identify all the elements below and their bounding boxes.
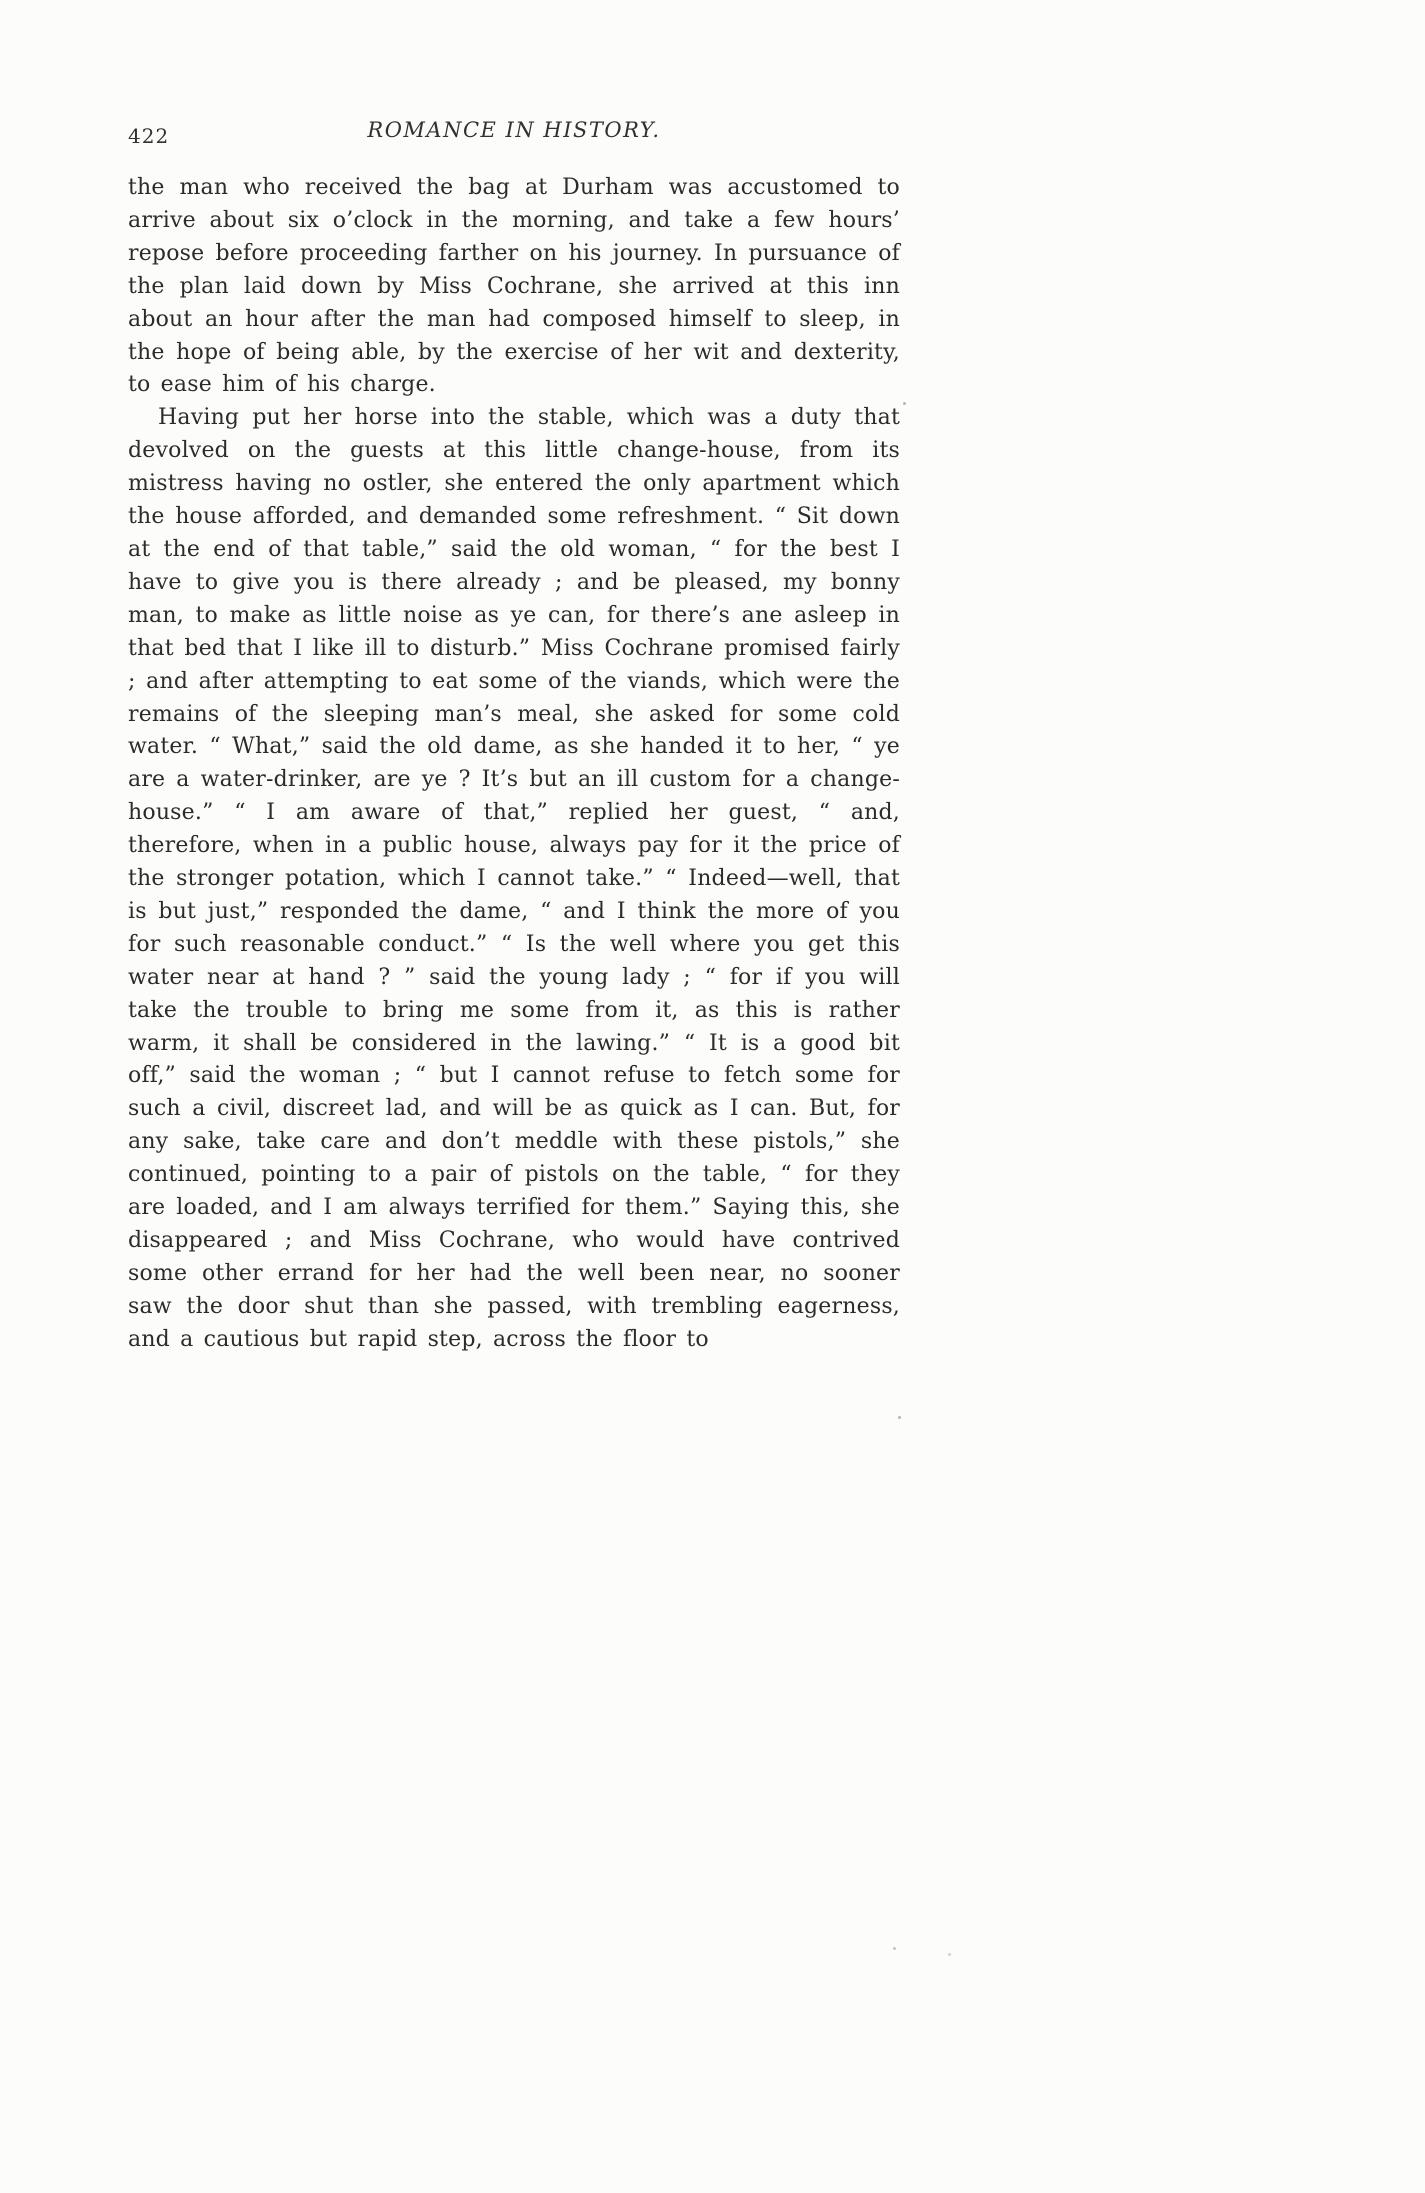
paragraph-continuation: the man who received the bag at Durham was accustomed to arrive about six o’clock in the morning, and take a few hours’ repose before proceeding farther on his journey. In pursuance of the plan laid down by Miss Cochrane, she arrived at this inn about an hour after the man had composed himself to sleep, in the hope of being able, by the exercise of her wit and dexterity, to ease him of his charge.: [128, 175, 900, 398]
scan-artifact: [898, 1416, 901, 1419]
paragraph: Having put her horse into the stable, which was a duty that devolved on the guests at this little change-house, from its mistress having no ostler, she entered the only apartment which the house afforded, and demanded some refreshment. “ Sit down at the end of that table,” said the old woman, “ for the best I have to give you is there already ; and be pleased, my bonny man, to make as little noise as ye can, for there’s ane asleep in that bed that I like ill to disturb.” Miss Cochrane promised fairly ; and after attempting to eat some of the viands, which were the remains of the sleeping man’s meal, she asked for some cold water. “ What,” said the old dame, as she handed it to her, “ ye are a water-drinker, are ye ? It’s but an ill custom for a change-house.” “ I am aware of that,” replied her guest, “ and, therefore, when in a public house, always pay for it the price of the stronger potation, which I cannot take.” “ Indeed—well, that is but just,” responded the dame, “ and I think the more of you for such reasonable conduct.” “ Is the well where you get this water near at hand ? ” said the young lady ; “ for if you will take the trouble to bring me some from it, as this is rather warm, it shall be considered in the lawing.” “ It is a good bit off,” said the woman ; “ but I cannot refuse to fetch some for such a civil, discreet lad, and will be as quick as I can. But, for any sake, take care and don’t meddle with these pistols,” she continued, pointing to a pair of pistols on the table, “ for they are loaded, and I am always terrified for them.” Saying this, she disappeared ; and Miss Cochrane, who would have contrived some other errand for her had the well been near, no sooner saw the door shut than she passed, with trembling eagerness, and a cautious but rapid step, across the floor to: [128, 405, 900, 1352]
text-column: [128, 116, 900, 1357]
running-title: ROMANCE IN HISTORY.: [367, 118, 661, 142]
page-header: [128, 116, 900, 150]
page-number: 422: [128, 124, 170, 148]
scan-artifact: [948, 1953, 951, 1956]
body-text: [128, 172, 900, 1357]
scan-artifact: [893, 1947, 896, 1950]
scan-artifact: [903, 402, 906, 405]
